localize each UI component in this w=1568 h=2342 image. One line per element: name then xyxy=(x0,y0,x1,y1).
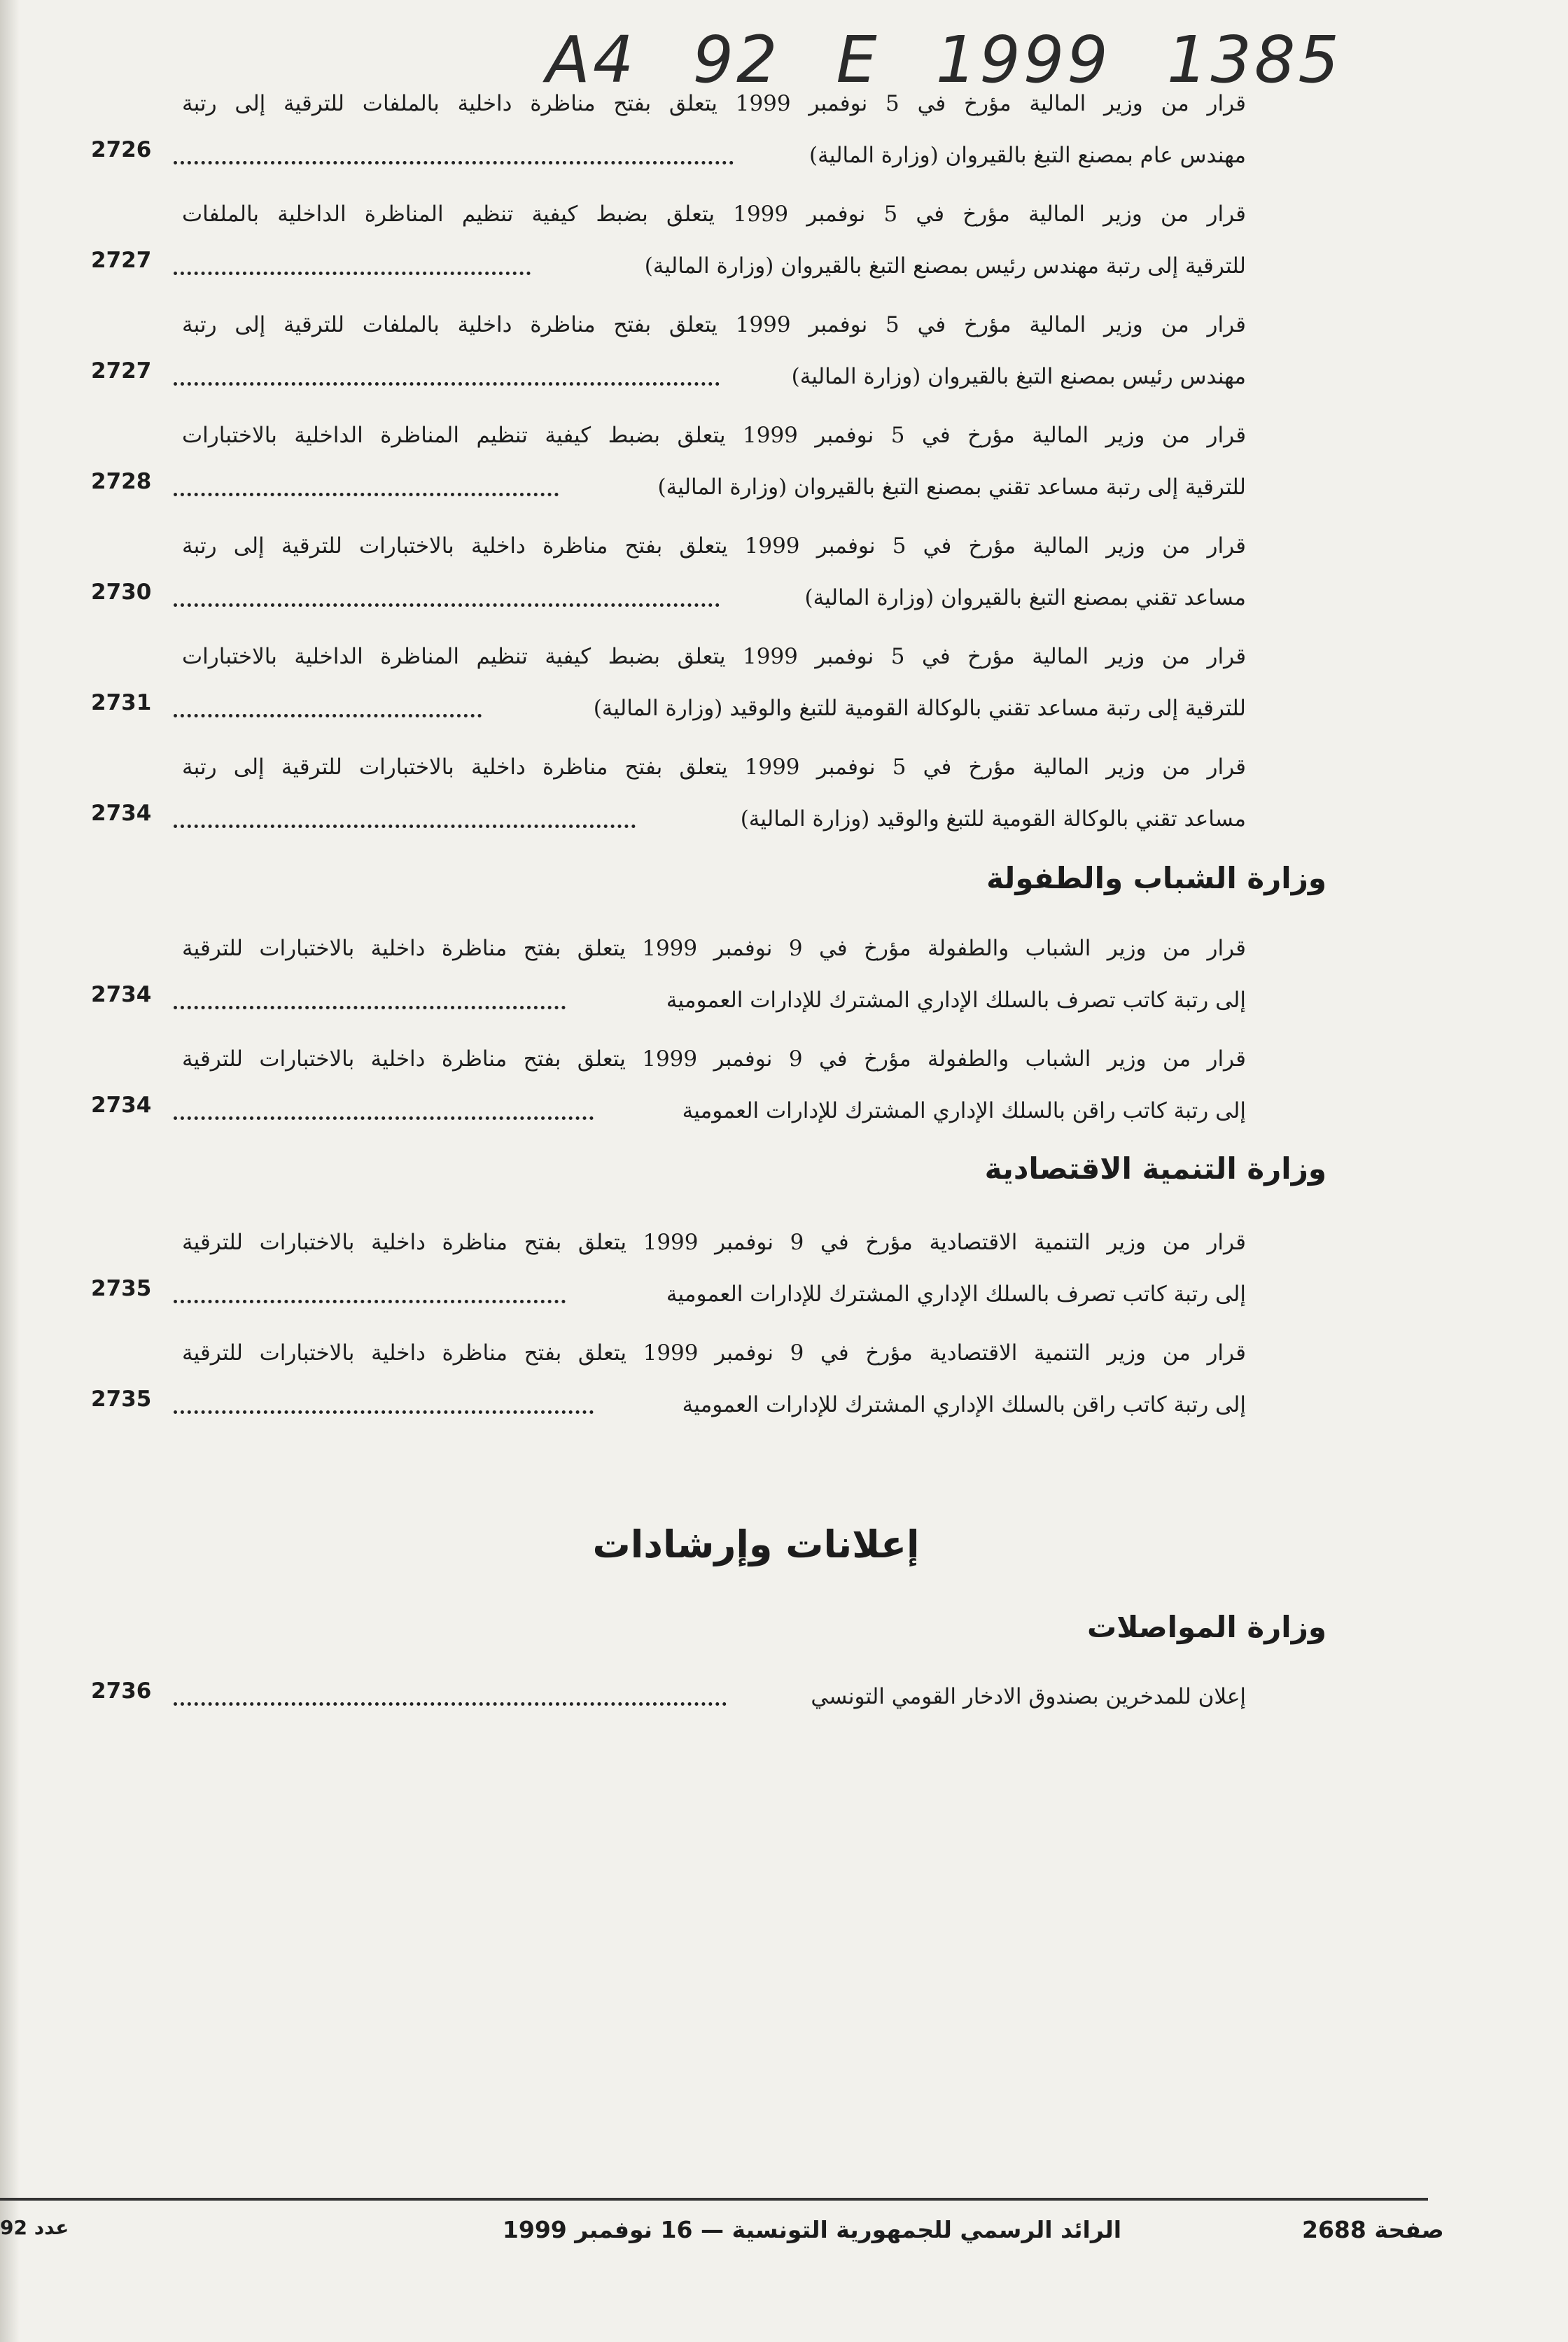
dot-leader xyxy=(174,1280,566,1303)
entry-line-1: قرار من وزير المالية مؤرخ في 5 نوفمبر 1999 يتعلق بفتح مناظرة داخلية بالملفات للترقية إلى رتبة xyxy=(182,312,1246,337)
annotation-part: 1385 xyxy=(1166,22,1342,97)
entry-line-2: إلى رتبة كاتب تصرف بالسلك الإداري المشترك للإدارات العمومية xyxy=(666,1282,1246,1307)
ministry-heading: وزارة المواصلات xyxy=(1086,1610,1326,1644)
dot-leader xyxy=(174,252,531,275)
entry-page-number: 2735 xyxy=(91,1387,152,1412)
entry-page-number: 2734 xyxy=(91,1093,152,1118)
entry-line-2: للترقية إلى رتبة مهندس رئيس بمصنع التبغ بالقيروان (وزارة المالية) xyxy=(644,253,1246,279)
dot-leader xyxy=(174,1097,594,1120)
footer-rule xyxy=(0,2198,1428,2201)
toc-entry xyxy=(91,421,1246,509)
toc-entry xyxy=(91,90,1246,177)
entry-page-number: 2726 xyxy=(91,137,152,162)
entry-line-2: مساعد تقني بالوكالة القومية للتبغ والوقيد (وزارة المالية) xyxy=(740,806,1246,832)
entry-page-number: 2734 xyxy=(91,982,152,1007)
dot-leader xyxy=(174,986,566,1009)
dot-leader xyxy=(174,694,482,717)
dot-leader xyxy=(174,584,720,607)
dot-leader xyxy=(174,805,636,828)
entry-line-2: مساعد تقني بمصنع التبغ بالقيروان (وزارة المالية) xyxy=(804,585,1246,610)
entry-page-number: 2727 xyxy=(91,358,152,384)
entry-line-1: قرار من وزير الشباب والطفولة مؤرخ في 9 نوفمبر 1999 يتعلق بفتح مناظرة داخلية بالاختبارات للترقية xyxy=(182,936,1246,961)
toc-entry xyxy=(91,1631,1246,1718)
scan-edge xyxy=(0,0,20,2342)
dot-leader xyxy=(174,141,734,164)
entry-page-number: 2736 xyxy=(91,1678,152,1704)
entry-page-number: 2728 xyxy=(91,469,152,494)
entry-page-number: 2735 xyxy=(91,1276,152,1301)
dot-leader xyxy=(174,1683,727,1706)
annotation-part: 1999 xyxy=(935,22,1111,97)
annotation-part: 92 xyxy=(692,22,780,97)
entry-line-1: قرار من وزير المالية مؤرخ في 5 نوفمبر 1999 يتعلق بضبط كيفية تنظيم المناظرة الداخلية بالاختبارات xyxy=(182,423,1247,448)
toc-entry xyxy=(91,200,1246,288)
ministry-heading: وزارة التنمية الاقتصادية xyxy=(984,1151,1326,1186)
dot-leader xyxy=(174,1391,594,1414)
footer-page-label: صفحة 2688 xyxy=(1302,2216,1444,2243)
entry-page-number: 2727 xyxy=(91,248,152,273)
entry-line-2: إلى رتبة كاتب راقن بالسلك الإداري المشترك للإدارات العمومية xyxy=(682,1392,1246,1417)
entry-line-1: قرار من وزير المالية مؤرخ في 5 نوفمبر 1999 يتعلق بفتح مناظرة داخلية بالاختبارات للترقية إلى رتبة xyxy=(182,533,1246,559)
entry-line-2: للترقية إلى رتبة مساعد تقني بمصنع التبغ بالقيروان (وزارة المالية) xyxy=(657,475,1246,500)
toc-entry xyxy=(91,1228,1246,1316)
toc-entry xyxy=(91,311,1246,398)
annotation-part: E xyxy=(836,22,880,97)
handwritten-annotation xyxy=(546,21,1386,98)
footer-publication: الرائد الرسمي للجمهورية التونسية — 16 نوفمبر 1999 xyxy=(502,2216,1122,2243)
toc-entry xyxy=(91,753,1246,841)
annotation-part: A4 xyxy=(546,22,637,97)
toc-entry xyxy=(91,1339,1246,1426)
entry-line-2: مهندس عام بمصنع التبغ بالقيروان (وزارة المالية) xyxy=(809,143,1246,168)
entry-page-number: 2731 xyxy=(91,690,152,715)
toc-entry xyxy=(91,934,1246,1022)
entry-line-1: قرار من وزير المالية مؤرخ في 5 نوفمبر 1999 يتعلق بفتح مناظرة داخلية بالملفات للترقية إلى رتبة xyxy=(182,91,1246,116)
toc-entry xyxy=(91,643,1246,730)
entry-line-1: قرار من وزير التنمية الاقتصادية مؤرخ في 9 نوفمبر 1999 يتعلق بفتح مناظرة داخلية بالاختبارات للترقية xyxy=(182,1340,1246,1366)
entry-line-1: قرار من وزير المالية مؤرخ في 5 نوفمبر 1999 يتعلق بضبط كيفية تنظيم المناظرة الداخلية بالملفات xyxy=(182,202,1246,227)
entry-line-2: مهندس رئيس بمصنع التبغ بالقيروان (وزارة المالية) xyxy=(791,364,1246,389)
entry-line-1: قرار من وزير التنمية الاقتصادية مؤرخ في 9 نوفمبر 1999 يتعلق بفتح مناظرة داخلية بالاختبارات للترقية xyxy=(182,1230,1246,1255)
toc-entry xyxy=(91,532,1246,619)
entry-line-1: إعلان للمدخرين بصندوق الادخار القومي التونسي xyxy=(811,1684,1246,1709)
toc-entry xyxy=(91,1045,1246,1133)
entry-page-number: 2730 xyxy=(91,580,152,605)
entry-line-2: للترقية إلى رتبة مساعد تقني بالوكالة القومية للتبغ والوقيد (وزارة المالية) xyxy=(593,696,1246,721)
entry-line-2: إلى رتبة كاتب تصرف بالسلك الإداري المشترك للإدارات العمومية xyxy=(666,988,1246,1013)
entry-line-1: قرار من وزير المالية مؤرخ في 5 نوفمبر 1999 يتعلق بفتح مناظرة داخلية بالاختبارات للترقية إلى رتبة xyxy=(182,755,1246,780)
entry-page-number: 2734 xyxy=(91,801,152,826)
footer-issue: عدد 92 xyxy=(0,2216,69,2239)
entry-line-2: إلى رتبة كاتب راقن بالسلك الإداري المشترك للإدارات العمومية xyxy=(682,1098,1246,1123)
dot-leader xyxy=(174,473,559,496)
announcements-title: إعلانات وإرشادات xyxy=(592,1522,920,1566)
entry-line-1: قرار من وزير الشباب والطفولة مؤرخ في 9 نوفمبر 1999 يتعلق بفتح مناظرة داخلية بالاختبارات للترقية xyxy=(182,1046,1246,1072)
dot-leader xyxy=(174,363,720,386)
ministry-heading: وزارة الشباب والطفولة xyxy=(986,861,1326,895)
entry-line-1: قرار من وزير المالية مؤرخ في 5 نوفمبر 1999 يتعلق بضبط كيفية تنظيم المناظرة الداخلية بالاختبارات xyxy=(182,644,1247,669)
